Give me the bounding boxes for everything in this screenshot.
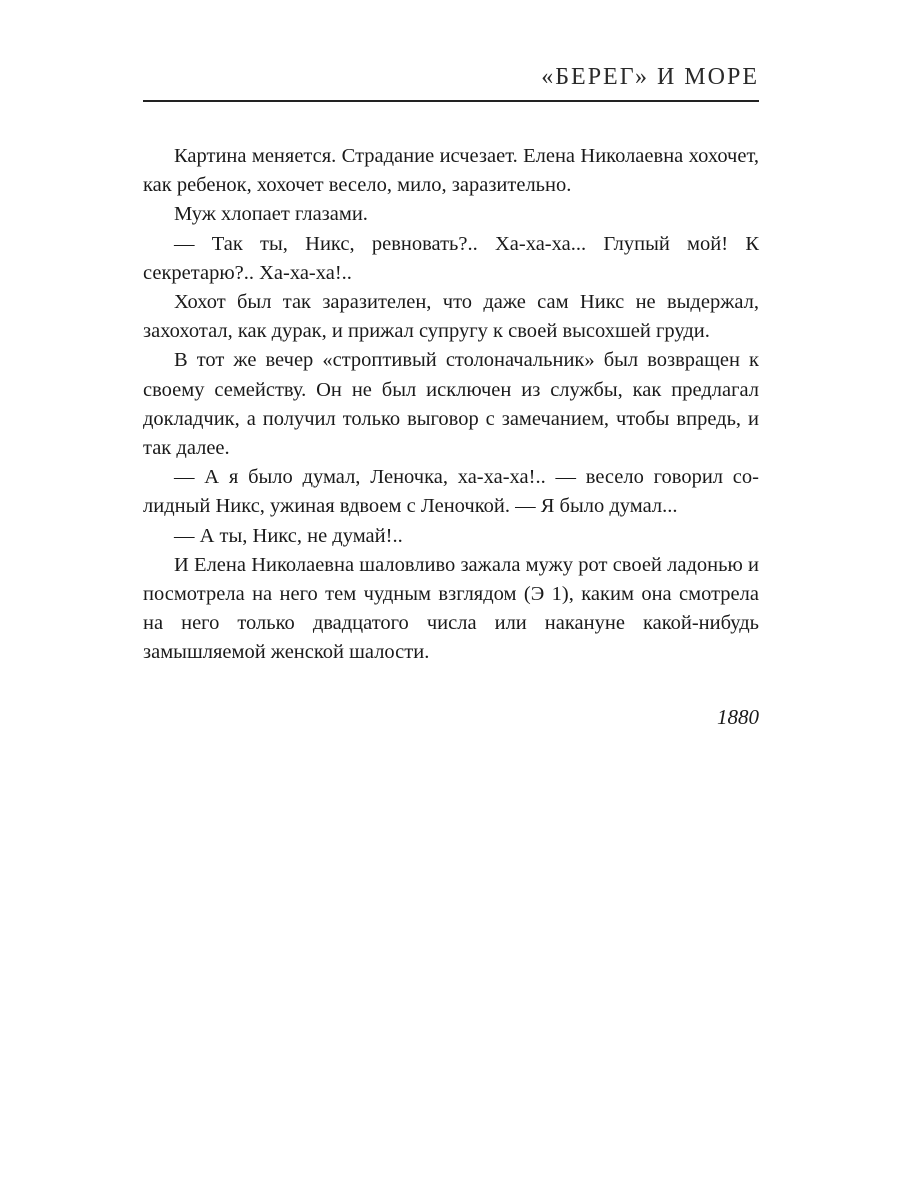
paragraph: Хохот был так заразителен, что даже сам Никс не выдержал, захохотал, как дурак, и прижал супругу к своей высохшей груди. <box>143 291 759 343</box>
paragraph: — Так ты, Никс, ревновать?.. Ха-ха-ха... Глупый мой! К секретарю?.. Ха-ха-ха!.. <box>143 232 759 284</box>
paragraph: В тот же вечер «строптивый столоначальник» был возвращен к своему семейству. Он не был исключен из службы, как предлагал докладчик, а получил только выговор с замечанием, чтобы впредь, и так далее. <box>143 349 759 460</box>
paragraph: И Елена Николаевна шаловливо зажала мужу рот своей ладонью и посмотрела на него тем чудным взглядом (Э 1), каким она смотрела на него только двадцатого числа или накануне какой-нибудь замышляемой женской шалости. <box>143 553 759 664</box>
header-rule <box>143 100 759 102</box>
paragraph: — А ты, Никс, не думай!.. <box>174 524 403 547</box>
paragraph: Муж хлопает глазами. <box>174 203 368 226</box>
date-year: 1880 <box>717 705 759 729</box>
running-title: «БЕРЕГ» И МОРЕ <box>541 64 759 90</box>
paragraph: — А я было думал, Леночка, ха-ха-ха!.. — весело говорил солидный Никс, ужиная вдвоем с Леночкой. — Я было думал... <box>143 466 759 518</box>
body-text <box>143 142 759 668</box>
paragraph: Картина меняется. Страдание исчезает. Елена Николаевна хохочет, как ребенок, хохочет весело, мило, заразительно. <box>143 145 759 197</box>
